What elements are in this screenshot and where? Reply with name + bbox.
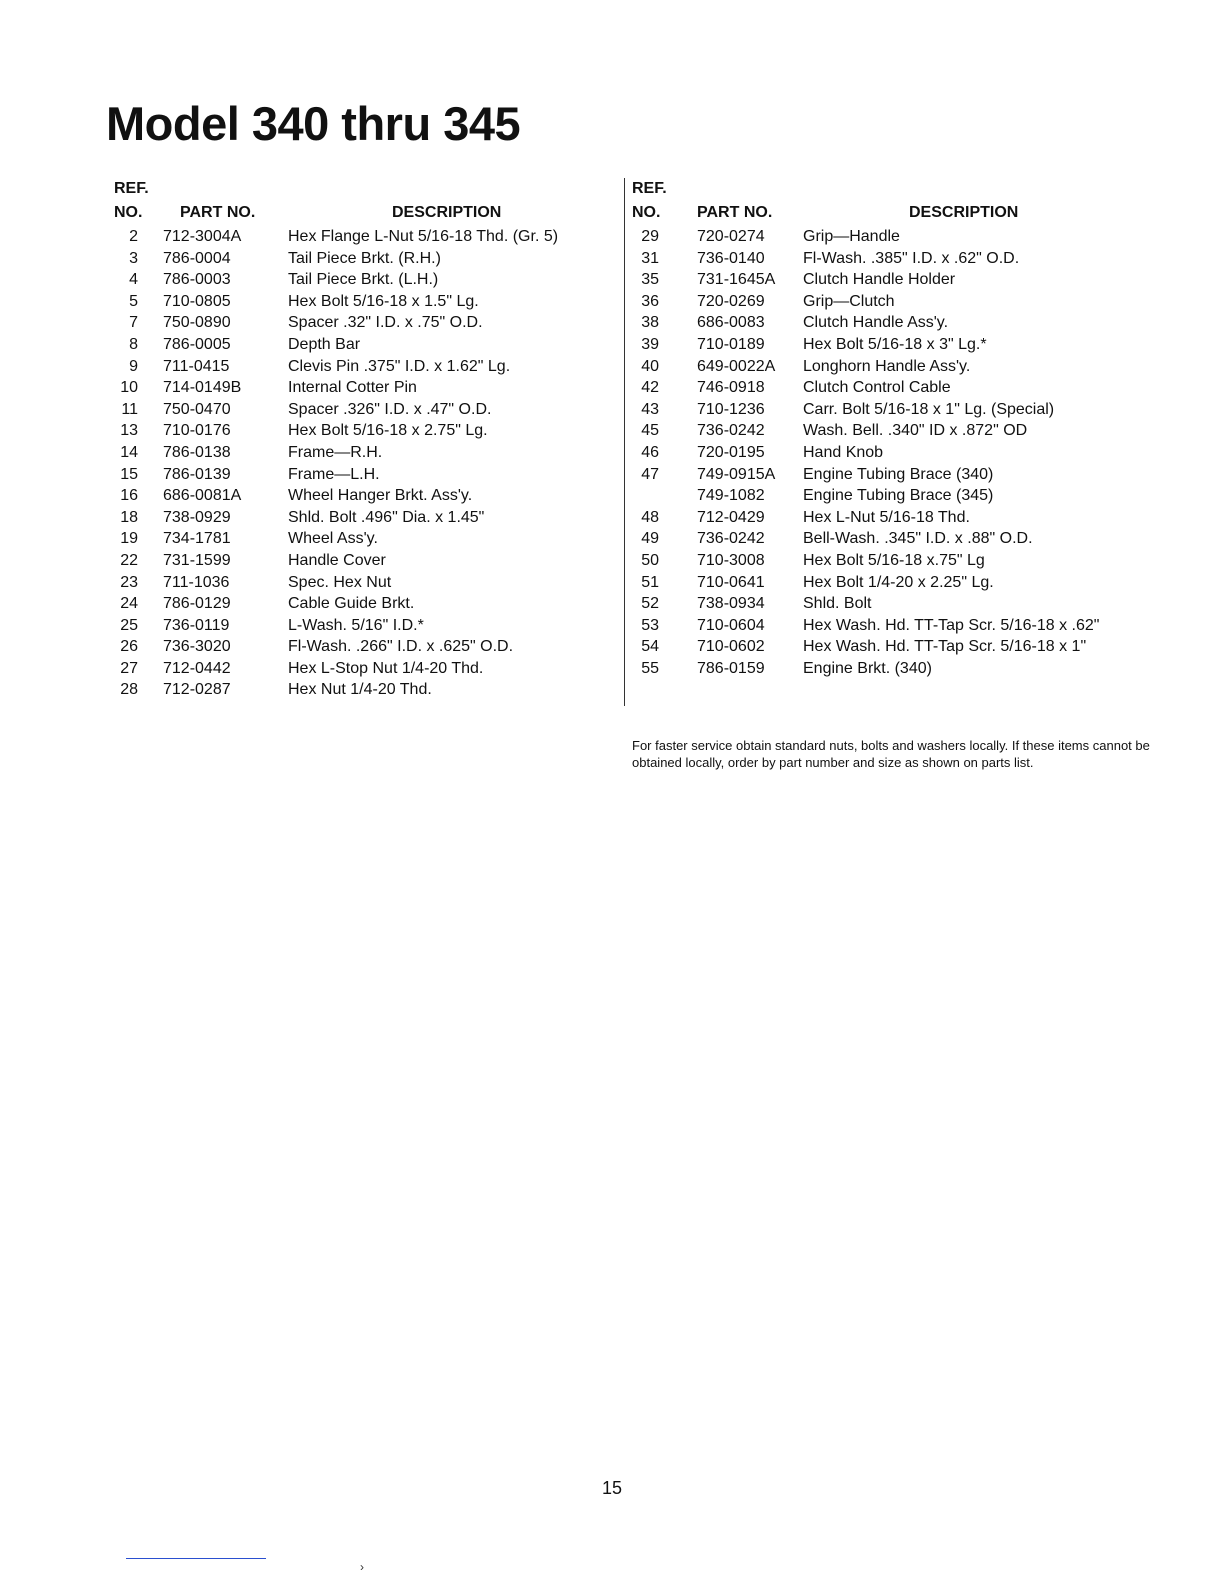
table-row	[108, 593, 603, 615]
table-row	[625, 377, 1155, 399]
ref-number: 43	[641, 400, 659, 418]
part-number: 786-0139	[163, 465, 231, 483]
part-description: Cable Guide Brkt.	[288, 595, 415, 613]
table-row	[108, 485, 603, 507]
part-description: Carr. Bolt 5/16-18 x 1" Lg. (Special)	[803, 400, 1055, 418]
description-header: DESCRIPTION	[392, 204, 502, 221]
part-description: Hex Bolt 1/4-20 x 2.25" Lg.	[803, 573, 994, 591]
part-number: 712-0429	[697, 508, 765, 526]
ref-number: 5	[129, 292, 138, 310]
table-row	[625, 593, 1155, 615]
ref-number: 26	[120, 638, 138, 656]
ref-number: 3	[129, 249, 138, 267]
page-title: Model 340 thru 345	[106, 97, 521, 150]
part-description: Internal Cotter Pin	[288, 379, 417, 397]
table-row	[625, 615, 1155, 637]
part-description: Grip—Handle	[803, 228, 900, 245]
table-row	[108, 399, 603, 421]
ref-number: 31	[641, 249, 659, 267]
part-number: 710-0604	[697, 616, 765, 634]
part-description: Engine Tubing Brace (345)	[803, 487, 994, 505]
ref-number: 29	[641, 228, 659, 245]
part-number: 749-1082	[697, 487, 765, 505]
part-description: Clevis Pin .375" I.D. x 1.62" Lg.	[288, 357, 511, 375]
part-description: Engine Brkt. (340)	[803, 659, 932, 677]
ref-number: 46	[641, 443, 659, 461]
table-row	[108, 269, 603, 291]
ref-number: 8	[129, 335, 138, 353]
table-row	[625, 356, 1155, 378]
ref-number: 36	[641, 292, 659, 310]
part-description: Frame—R.H.	[288, 443, 383, 461]
part-number: 736-3020	[163, 638, 231, 656]
part-description: Hex L-Nut 5/16-18 Thd.	[803, 508, 970, 526]
part-number: 710-0641	[697, 573, 765, 591]
part-number: 749-0915A	[697, 465, 776, 483]
ref-number: 48	[641, 508, 659, 526]
table-row	[108, 572, 603, 594]
service-note: For faster service obtain standard nuts, bolts and washers locally. If these items cannot be obtained locally, order by part number and size as shown on parts list.	[632, 738, 1150, 770]
part-description: Clutch Handle Holder	[803, 271, 956, 289]
ref-number: 38	[641, 314, 659, 332]
ref-number: 4	[129, 271, 138, 289]
ref-number: 35	[641, 271, 659, 289]
part-description: Longhorn Handle Ass'y.	[803, 357, 971, 375]
ref-number: 52	[641, 595, 659, 613]
table-row	[625, 334, 1155, 356]
part-number: 736-0119	[163, 616, 230, 634]
part-number: 710-1236	[697, 400, 765, 418]
part-number: 731-1599	[163, 551, 231, 569]
table-row	[625, 399, 1155, 421]
part-no-header: PART NO.	[697, 204, 773, 221]
ref-number: 27	[120, 659, 138, 677]
part-number: 786-0129	[163, 595, 231, 613]
part-description: Hex Bolt 5/16-18 x.75" Lg	[803, 551, 985, 569]
ref-number: 25	[120, 616, 138, 634]
table-row	[625, 312, 1155, 334]
table-row	[625, 269, 1155, 291]
part-number: 710-0189	[697, 335, 765, 353]
part-number: 714-0149B	[163, 379, 242, 397]
part-number: 710-0176	[163, 422, 231, 440]
part-number: 786-0138	[163, 443, 231, 461]
part-number: 786-0003	[163, 271, 231, 289]
part-number: 738-0934	[697, 595, 765, 613]
table-row	[108, 248, 603, 270]
part-number: 786-0004	[163, 249, 231, 267]
part-description: Engine Tubing Brace (340)	[803, 465, 994, 483]
table-row	[108, 291, 603, 313]
part-description: Handle Cover	[288, 551, 386, 569]
part-number: 750-0890	[163, 314, 231, 332]
part-description: Hex Bolt 5/16-18 x 1.5" Lg.	[288, 292, 479, 310]
part-description: Shld. Bolt .496" Dia. x 1.45"	[288, 508, 485, 526]
part-description: Hex Wash. Hd. TT-Tap Scr. 5/16-18 x .62"	[803, 616, 1100, 634]
part-description: Hand Knob	[803, 443, 884, 461]
part-description: Hex Bolt 5/16-18 x 3" Lg.*	[803, 335, 987, 353]
ref-number: 55	[641, 659, 659, 677]
ref-number: 40	[641, 357, 659, 375]
ref-number: 7	[129, 314, 138, 332]
ref-number: 9	[129, 357, 138, 375]
table-row	[625, 528, 1155, 550]
ref-number: 42	[641, 379, 659, 397]
table-row	[625, 572, 1155, 594]
part-number: 736-0242	[697, 422, 765, 440]
ref-number: 13	[120, 422, 138, 440]
ref-header-bottom: NO.	[114, 204, 143, 221]
table-rows	[108, 226, 603, 701]
ref-header-bottom: NO.	[632, 204, 661, 221]
footer-rule	[126, 1558, 266, 1559]
table-header	[625, 178, 1155, 226]
ref-number: 15	[120, 465, 138, 483]
table-row	[625, 291, 1155, 313]
part-number: 750-0470	[163, 400, 231, 418]
footer-mark: ›	[360, 1560, 364, 1574]
ref-number: 14	[120, 443, 138, 461]
part-number: 686-0081A	[163, 487, 242, 505]
table-row	[108, 464, 603, 486]
part-description: Wash. Bell. .340" ID x .872" OD	[803, 422, 1028, 440]
part-description: Wheel Hanger Brkt. Ass'y.	[288, 487, 473, 505]
table-header	[108, 178, 603, 226]
part-description: Frame—L.H.	[288, 465, 380, 483]
ref-number: 11	[121, 400, 138, 418]
part-number: 738-0929	[163, 508, 231, 526]
part-number: 686-0083	[697, 314, 765, 332]
ref-number: 53	[641, 616, 659, 634]
ref-header-top: REF.	[632, 180, 667, 197]
part-description: Hex Wash. Hd. TT-Tap Scr. 5/16-18 x 1"	[803, 638, 1087, 656]
table-row	[108, 550, 603, 572]
table-row	[108, 226, 603, 248]
ref-number: 51	[641, 573, 659, 591]
table-row	[625, 550, 1155, 572]
part-description: Tail Piece Brkt. (L.H.)	[288, 271, 439, 289]
parts-table-left	[108, 178, 603, 701]
ref-number: 45	[641, 422, 659, 440]
table-row	[108, 636, 603, 658]
table-row	[108, 356, 603, 378]
part-description: Hex L-Stop Nut 1/4-20 Thd.	[288, 659, 484, 677]
table-row	[108, 507, 603, 529]
table-row	[108, 312, 603, 334]
table-row	[108, 442, 603, 464]
part-description: Fl-Wash. .385" I.D. x .62" O.D.	[803, 249, 1020, 267]
part-number: 736-0242	[697, 530, 765, 548]
part-description: L-Wash. 5/16" I.D.*	[288, 616, 424, 634]
part-number: 711-0415	[163, 357, 230, 375]
ref-number: 50	[641, 551, 659, 569]
table-row	[625, 442, 1155, 464]
ref-number: 22	[120, 551, 138, 569]
part-description: Spacer .326" I.D. x .47" O.D.	[288, 400, 492, 418]
part-number: 710-0602	[697, 638, 765, 656]
ref-number: 54	[641, 638, 659, 656]
part-number: 736-0140	[697, 249, 765, 267]
part-description: Depth Bar	[288, 335, 361, 353]
table-rows	[625, 226, 1155, 679]
part-description: Clutch Control Cable	[803, 379, 951, 397]
part-number: 734-1781	[163, 530, 231, 548]
part-number: 731-1645A	[697, 271, 776, 289]
description-header: DESCRIPTION	[909, 204, 1019, 221]
table-row	[108, 420, 603, 442]
part-description: Clutch Handle Ass'y.	[803, 314, 949, 332]
part-number: 746-0918	[697, 379, 765, 397]
ref-number: 2	[129, 228, 138, 245]
part-description: Bell-Wash. .345" I.D. x .88" O.D.	[803, 530, 1033, 548]
part-description: Grip—Clutch	[803, 292, 895, 310]
part-number: 712-3004A	[163, 228, 242, 245]
part-description: Hex Bolt 5/16-18 x 2.75" Lg.	[288, 422, 488, 440]
part-number: 710-3008	[697, 551, 765, 569]
ref-number: 47	[641, 465, 659, 483]
ref-number: 18	[120, 508, 138, 526]
ref-number: 39	[641, 335, 659, 353]
ref-number: 10	[120, 379, 138, 397]
ref-number: 49	[641, 530, 659, 548]
part-no-header: PART NO.	[180, 204, 256, 221]
table-row	[108, 377, 603, 399]
part-description: Spacer .32" I.D. x .75" O.D.	[288, 314, 483, 332]
part-description: Shld. Bolt	[803, 595, 872, 613]
part-number: 711-1036	[163, 573, 230, 591]
table-row	[108, 334, 603, 356]
part-description: Hex Nut 1/4-20 Thd.	[288, 681, 432, 699]
part-description: Tail Piece Brkt. (R.H.)	[288, 249, 441, 267]
table-row	[108, 658, 603, 680]
part-description: Hex Flange L-Nut 5/16-18 Thd. (Gr. 5)	[288, 228, 559, 245]
page-number: 15	[601, 1478, 623, 1498]
table-row	[625, 507, 1155, 529]
ref-number: 28	[120, 681, 138, 699]
part-number: 720-0274	[697, 228, 765, 245]
ref-number: 16	[120, 487, 138, 505]
part-description: Wheel Ass'y.	[288, 530, 378, 548]
table-row	[108, 615, 603, 637]
part-number: 712-0287	[163, 681, 231, 699]
table-row	[625, 226, 1155, 248]
part-number: 710-0805	[163, 292, 231, 310]
part-description: Fl-Wash. .266" I.D. x .625" O.D.	[288, 638, 514, 656]
part-number: 720-0195	[697, 443, 765, 461]
part-description: Spec. Hex Nut	[288, 573, 392, 591]
table-row	[625, 464, 1155, 486]
table-row	[625, 636, 1155, 658]
table-row	[108, 679, 603, 701]
part-number: 712-0442	[163, 659, 231, 677]
table-row	[108, 528, 603, 550]
parts-table-right	[624, 178, 1155, 706]
part-number: 786-0159	[697, 659, 765, 677]
table-row	[625, 248, 1155, 270]
part-number: 786-0005	[163, 335, 231, 353]
ref-number: 24	[120, 595, 138, 613]
part-number: 649-0022A	[697, 357, 776, 375]
ref-number: 19	[120, 530, 138, 548]
table-row	[625, 658, 1155, 680]
table-row	[625, 420, 1155, 442]
part-number: 720-0269	[697, 292, 765, 310]
ref-number: 23	[120, 573, 138, 591]
table-row	[625, 485, 1155, 507]
ref-header-top: REF.	[114, 180, 149, 197]
